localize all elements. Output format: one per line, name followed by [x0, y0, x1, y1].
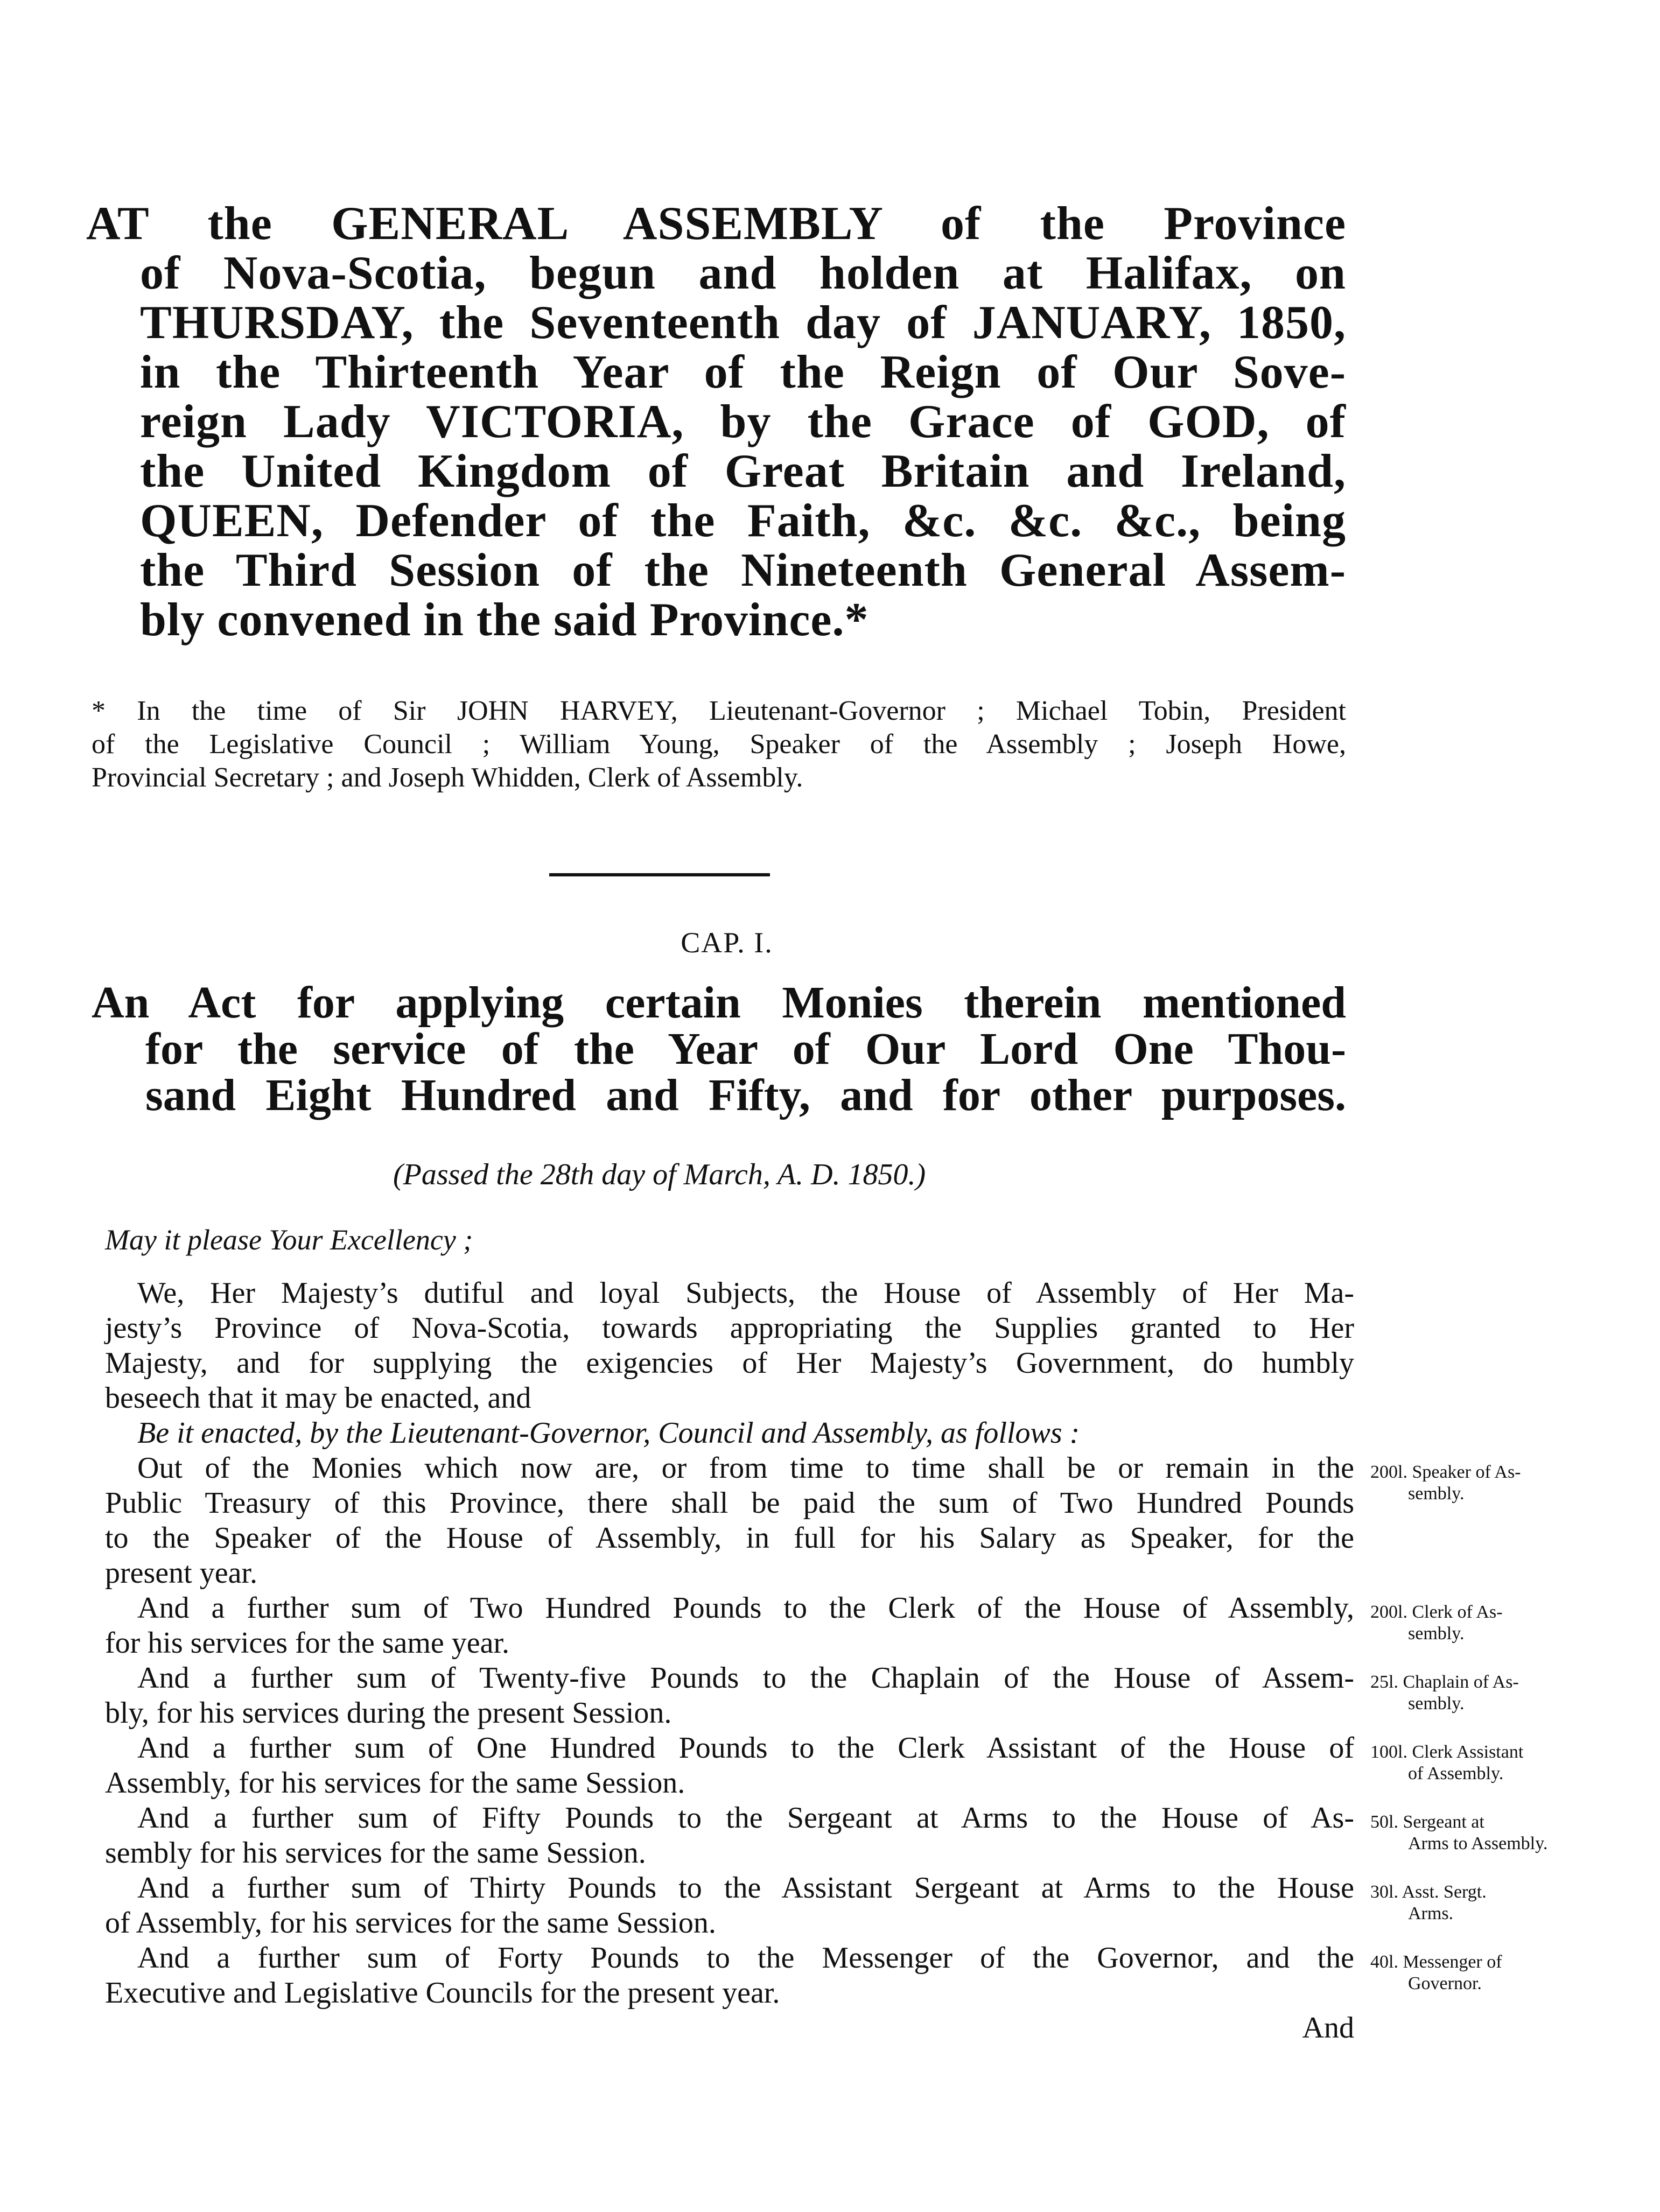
- margin-note-line: 200l. Speaker of As-: [1370, 1462, 1521, 1482]
- body-line: sembly for his services for the same Session.: [105, 1836, 646, 1870]
- body-line: Executive and Legislative Councils for the present year.: [105, 1976, 780, 2010]
- margin-note-line: of Assembly.: [1408, 1764, 1504, 1783]
- margin-note: [1370, 1462, 1607, 1505]
- margin-note-line: Arms to Assembly.: [1408, 1834, 1548, 1853]
- margin-note: [1370, 1811, 1607, 1855]
- address-salutation: May it please Your Excellency ;: [105, 1224, 473, 1256]
- footnote-line: of the Legislative Council ; William Young, Speaker of the Assembly ; Joseph Howe,: [92, 729, 1346, 760]
- body-line: Public Treasury of this Province, there shall be paid the sum of Two Hundred Pounds: [105, 1486, 1354, 1520]
- margin-note: [1370, 1951, 1607, 1995]
- act-title-line: for the service of the Year of Our Lord One Thou-: [145, 1024, 1346, 1074]
- body-line: Out of the Monies which now are, or from time to time shall be or remain in the: [137, 1451, 1354, 1485]
- enacting-clause: Be it enacted, by the Lieutenant-Governor, Council and Assembly, as follows :: [137, 1416, 1080, 1450]
- margin-note: [1370, 1881, 1607, 1925]
- header-line: THURSDAY, the Seventeenth day of JANUARY, 1850,: [140, 297, 1346, 349]
- header-line: the United Kingdom of Great Britain and Ireland,: [140, 445, 1346, 497]
- margin-note: [1370, 1741, 1607, 1785]
- chapter-number: CAP. I.: [681, 926, 773, 959]
- body-line: And a further sum of Fifty Pounds to the Sergeant at Arms to the House of As-: [137, 1801, 1354, 1835]
- body-line: bly, for his services during the present Session.: [105, 1696, 672, 1730]
- body-line: And a further sum of Twenty-five Pounds to the Chaplain of the House of Assem-: [137, 1661, 1354, 1695]
- body-line: to the Speaker of the House of Assembly, in full for his Salary as Speaker, for the: [105, 1521, 1354, 1555]
- body-line: And a further sum of Thirty Pounds to the Assistant Sergeant at Arms to the House: [137, 1871, 1354, 1905]
- header-line: of Nova-Scotia, begun and holden at Halifax, on: [140, 247, 1346, 299]
- body-line: Assembly, for his services for the same Session.: [105, 1766, 685, 1800]
- header-line: AT the GENERAL ASSEMBLY of the Province: [86, 198, 1346, 250]
- margin-note-line: 50l. Sergeant at: [1370, 1812, 1484, 1832]
- footnote: [92, 694, 1346, 795]
- passed-date: (Passed the 28th day of March, A. D. 1850.): [393, 1158, 926, 1191]
- header-line: in the Thirteenth Year of the Reign of Our Sove-: [140, 346, 1346, 398]
- margin-note-line: sembly.: [1408, 1694, 1465, 1714]
- act-title: [92, 980, 1346, 1119]
- header-line: bly convened in the said Province.*: [140, 594, 869, 646]
- margin-note-line: 200l. Clerk of As-: [1370, 1602, 1503, 1622]
- body-line: We, Her Majesty’s dutiful and loyal Subjects, the House of Assembly of Her Ma-: [137, 1276, 1354, 1310]
- body-line: And a further sum of Two Hundred Pounds to the Clerk of the House of Assembly,: [137, 1591, 1354, 1625]
- body-line: jesty’s Province of Nova-Scotia, towards appropriating the Supplies granted to Her: [105, 1311, 1354, 1345]
- act-body: [105, 1276, 1354, 2046]
- margin-note-line: 40l. Messenger of: [1370, 1952, 1502, 1972]
- act-title-line: An Act for applying certain Monies therein mentioned: [92, 978, 1346, 1028]
- body-line: Majesty, and for supplying the exigencies of Her Majesty’s Government, do humbly: [105, 1346, 1354, 1380]
- margin-note: [1370, 1602, 1607, 1645]
- assembly-header: [86, 199, 1346, 645]
- margin-note-line: sembly.: [1408, 1624, 1465, 1644]
- margin-note-line: Governor.: [1408, 1974, 1482, 1993]
- body-line: beseech that it may be enacted, and: [105, 1381, 531, 1415]
- margin-note-line: sembly.: [1408, 1484, 1465, 1504]
- act-title-line: sand Eight Hundred and Fifty, and for other purposes.: [145, 1070, 1346, 1120]
- body-line: And a further sum of One Hundred Pounds to the Clerk Assistant of the House of: [137, 1731, 1354, 1765]
- margin-note-line: Arms.: [1408, 1904, 1454, 1923]
- footnote-line: * In the time of Sir JOHN HARVEY, Lieutenant-Governor ; Michael Tobin, President: [92, 696, 1346, 726]
- header-line: QUEEN, Defender of the Faith, &c. &c. &c., being: [140, 495, 1346, 547]
- margin-note-line: 100l. Clerk Assistant: [1370, 1742, 1524, 1762]
- body-line: for his services for the same year.: [105, 1626, 510, 1660]
- body-line: And a further sum of Forty Pounds to the Messenger of the Governor, and the: [137, 1941, 1354, 1975]
- margin-note: [1370, 1672, 1607, 1715]
- section-divider: [549, 873, 770, 876]
- margin-note-line: 25l. Chaplain of As-: [1370, 1672, 1519, 1692]
- body-line: present year.: [105, 1556, 257, 1590]
- margin-note-line: 30l. Asst. Sergt.: [1370, 1882, 1487, 1902]
- catchword: And: [1302, 2011, 1354, 2045]
- body-line: of Assembly, for his services for the same Session.: [105, 1906, 716, 1940]
- header-line: the Third Session of the Nineteenth General Assem-: [140, 544, 1346, 596]
- footnote-line: Provincial Secretary ; and Joseph Whidden, Clerk of Assembly.: [92, 762, 803, 793]
- header-line: reign Lady VICTORIA, by the Grace of GOD, of: [140, 396, 1346, 448]
